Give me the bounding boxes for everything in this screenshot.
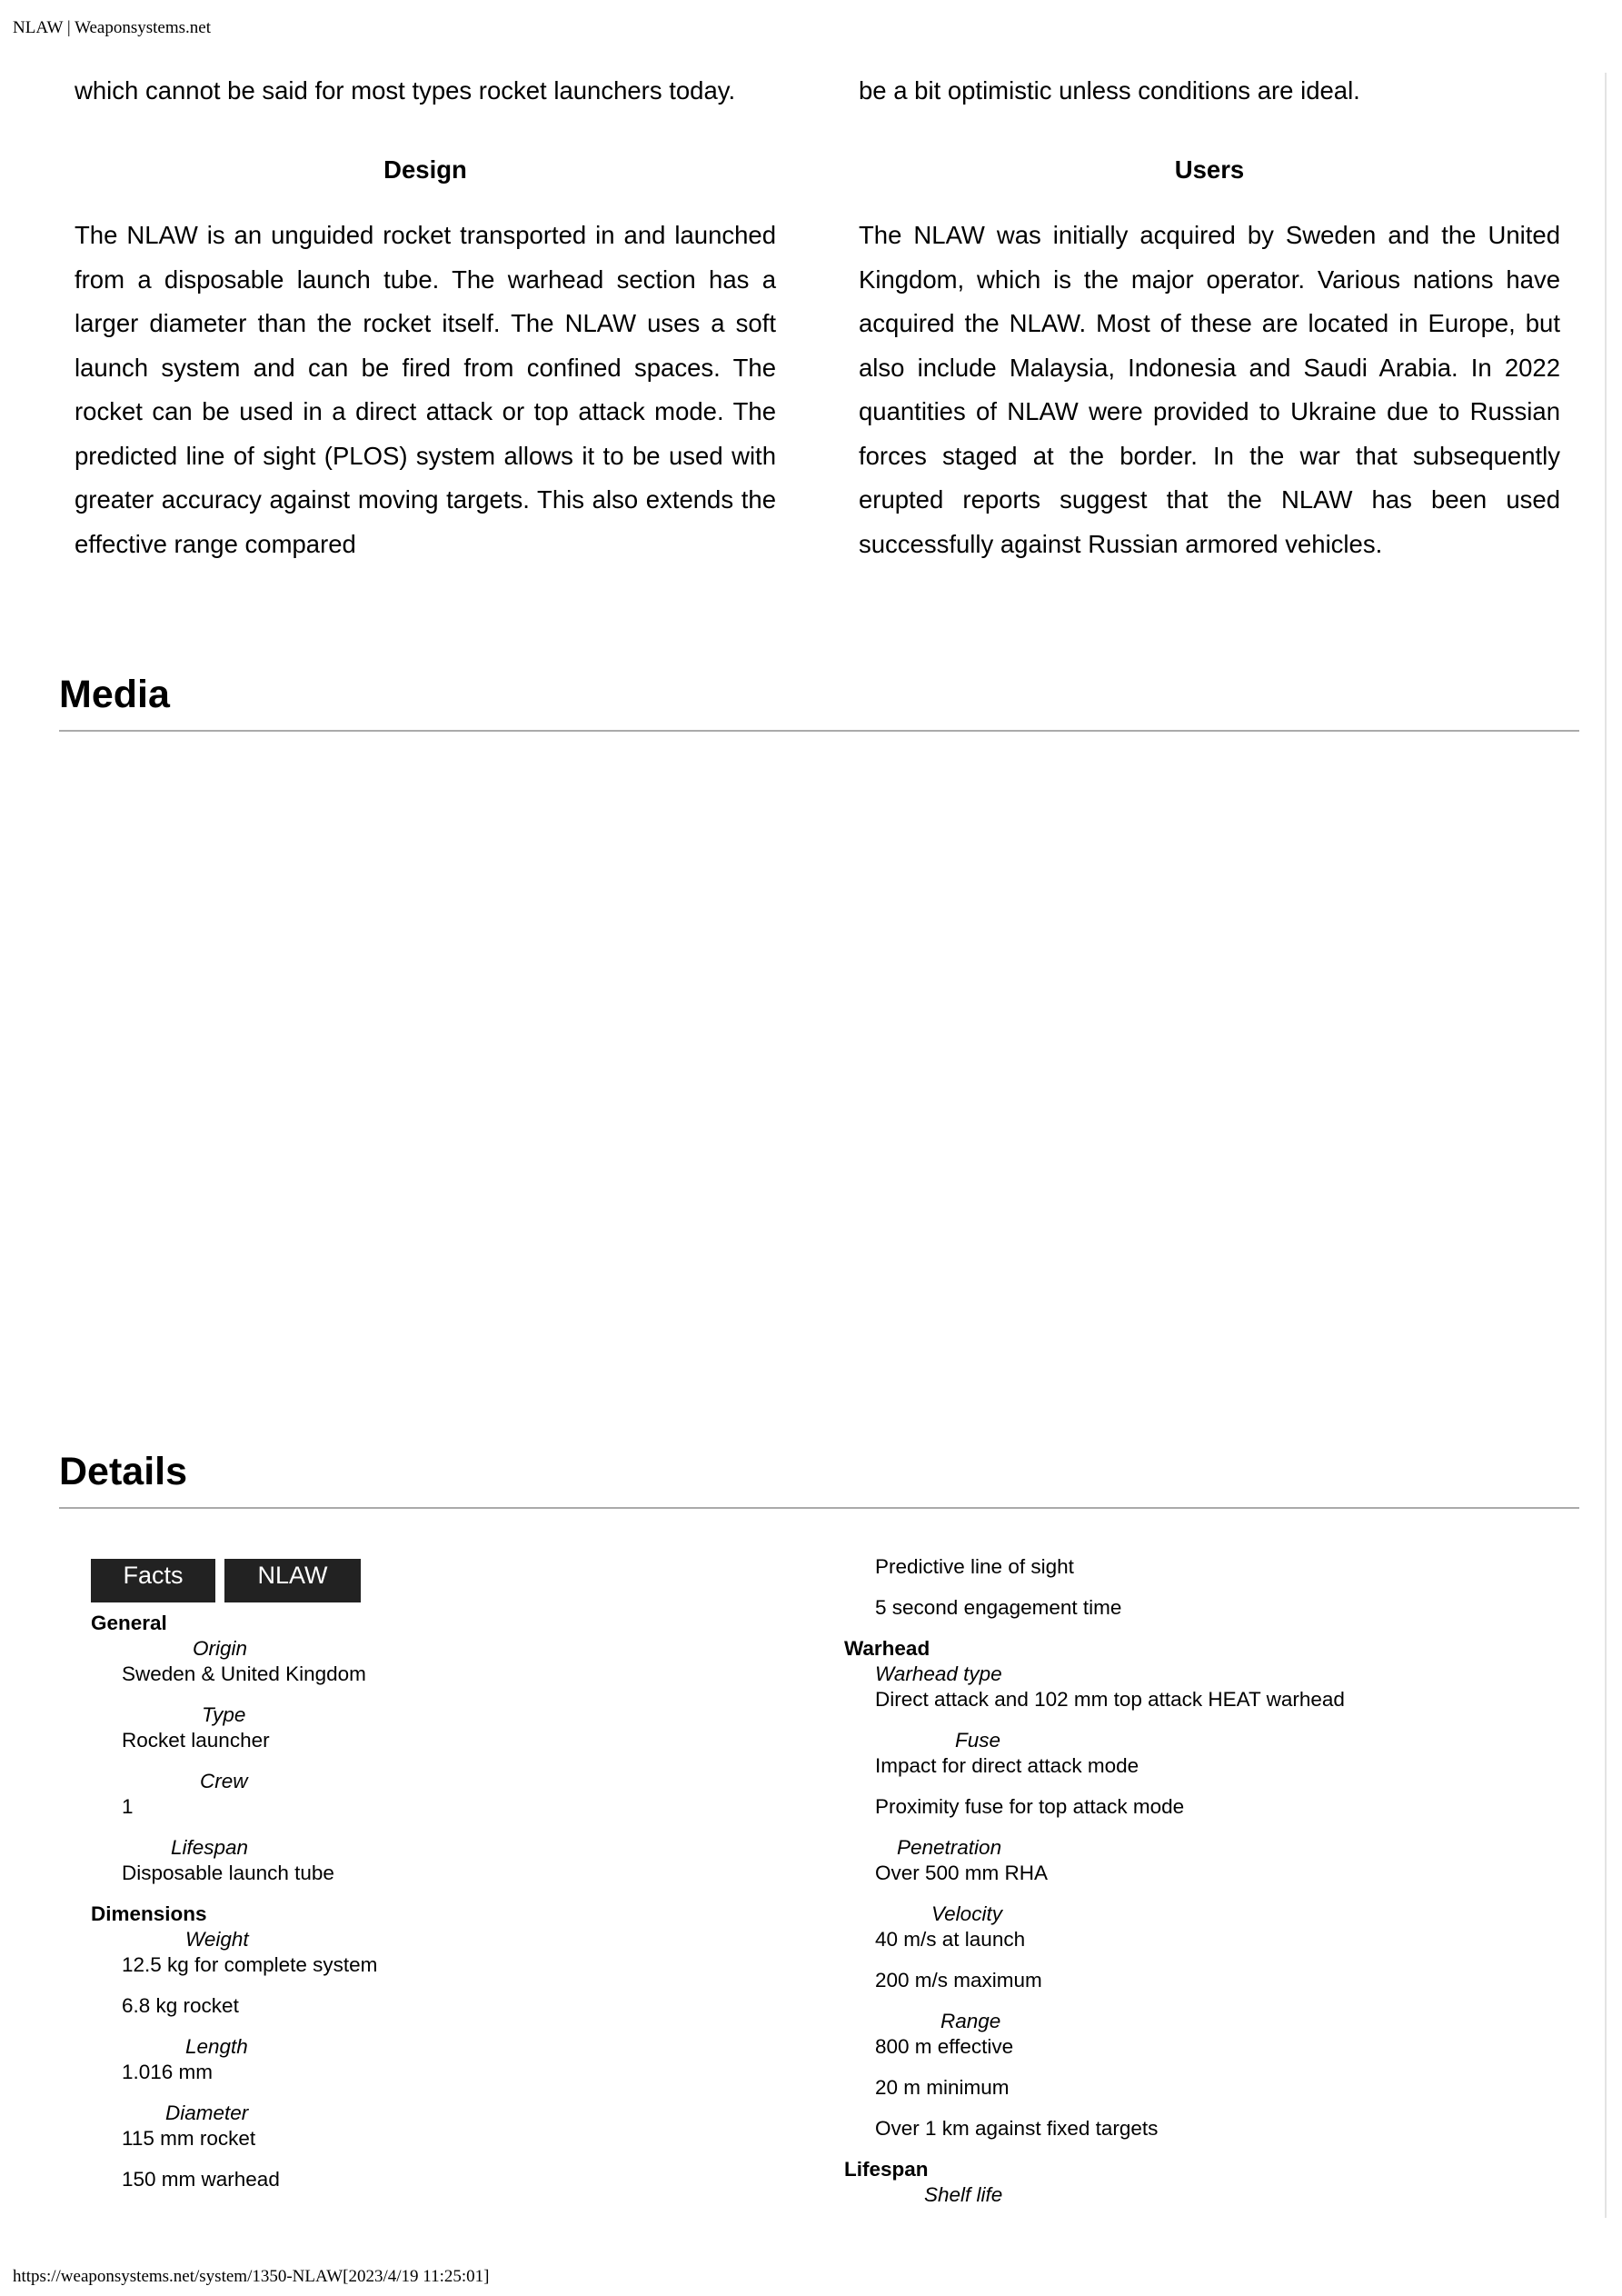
lifespan-value: Disposable launch tube [122,1862,334,1884]
left-text-column [75,69,776,566]
left-intro-text: which cannot be said for most types rocket launchers today. [75,76,736,105]
range-label: Range [940,2010,1001,2032]
lifespan-field [122,1835,377,1886]
penetration-field [875,1835,1345,1886]
velocity-value-1: 40 m/s at launch [875,1928,1026,1951]
diameter-value-1: 115 mm rocket [122,2127,256,2150]
warhead-type-value: Direct attack and 102 mm top attack HEAT warhead [875,1688,1345,1711]
diameter-label: Diameter [165,2101,249,2124]
page-header: NLAW | Weaponsystems.net [13,18,211,37]
warhead-type-label: Warhead type [875,1662,1002,1685]
weight-field [122,1927,377,2019]
general-group-title: General [91,1612,167,1634]
shelf-life-field [875,2182,1345,2208]
range-field [875,2009,1345,2141]
dimensions-group-title: Dimensions [91,1902,207,1925]
lifespan-group-title: Lifespan [844,2158,929,2181]
crew-value: 1 [122,1795,134,1818]
guidance-value-2: 5 second engagement time [875,1596,1122,1619]
penetration-value: Over 500 mm RHA [875,1862,1049,1884]
design-paragraph: The NLAW is an unguided rocket transported in and launched from a disposable launch tube. The warhead section has a larger diameter than the rocket itself. The NLAW uses a soft launch system and can be fired from confined spaces. The rocket can be used in a direct attack or top attack mode. The predicted line of sight (PLOS) system allows it to be used with greater accuracy against moving targets. This also extends the effective range compared [75,221,776,558]
penetration-label: Penetration [897,1836,1002,1859]
details-section-title: Details [59,1450,1579,1509]
weight-label: Weight [185,1928,249,1951]
tab-facts[interactable]: Facts [91,1559,215,1602]
design-heading: Design [383,155,467,184]
facts-right-list [844,1554,1345,2208]
fuse-value-2: Proximity fuse for top attack mode [875,1795,1185,1818]
crew-field [122,1769,377,1820]
length-field [122,2034,377,2085]
range-value-2: 20 m minimum [875,2076,1010,2099]
length-label: Length [185,2035,248,2058]
guidance-field [875,1554,1345,1621]
crew-label: Crew [200,1770,248,1792]
fuse-value-1: Impact for direct attack mode [875,1754,1139,1777]
range-value-1: 800 m effective [875,2035,1014,2058]
origin-field [122,1636,377,1687]
origin-value: Sweden & United Kingdom [122,1662,366,1685]
warhead-type-field [875,1662,1345,1712]
weight-value-1: 12.5 kg for complete system [122,1953,378,1976]
velocity-field [875,1902,1345,1993]
type-field [122,1702,377,1753]
facts-left-list [91,1611,377,2192]
origin-label: Origin [193,1637,248,1660]
velocity-value-2: 200 m/s maximum [875,1969,1042,1992]
type-label: Type [202,1703,246,1726]
weight-value-2: 6.8 kg rocket [122,1994,239,2017]
right-intro-text: be a bit optimistic unless conditions are ideal. [859,76,1360,105]
right-divider [1605,73,1607,2218]
range-value-3: Over 1 km against fixed targets [875,2117,1159,2140]
page-footer: https://weaponsystems.net/system/1350-NLAW[2023/4/19 11:25:01] [13,2267,490,2286]
tab-nlaw[interactable]: NLAW [224,1559,361,1602]
details-tabs [91,1559,361,1602]
fuse-label: Fuse [955,1729,1001,1752]
users-heading: Users [1174,155,1245,184]
diameter-value-2: 150 mm warhead [122,2168,280,2191]
diameter-field [122,2101,377,2192]
fuse-field [875,1728,1345,1820]
guidance-value-1: Predictive line of sight [875,1555,1074,1578]
users-paragraph: The NLAW was initially acquired by Sweden and the United Kingdom, which is the major operator. Various nations have acquired the NLAW. Most of these are located in Europe, but also include Malaysia, Indonesia and Saudi Arabia. In 2022 quantities of NLAW were provided to Ukraine due to Russian forces staged at the border. In the war that subsequently erupted reports suggest that the NLAW has been used successfully against Russian armored vehicles. [859,221,1560,558]
length-value: 1.016 mm [122,2061,214,2083]
media-section-title: Media [59,673,1579,732]
type-value: Rocket launcher [122,1729,270,1752]
shelf-life-label: Shelf life [924,2183,1003,2206]
right-text-column [859,69,1560,566]
lifespan-label: Lifespan [171,1836,249,1859]
velocity-label: Velocity [931,1902,1002,1925]
warhead-group-title: Warhead [844,1637,930,1660]
